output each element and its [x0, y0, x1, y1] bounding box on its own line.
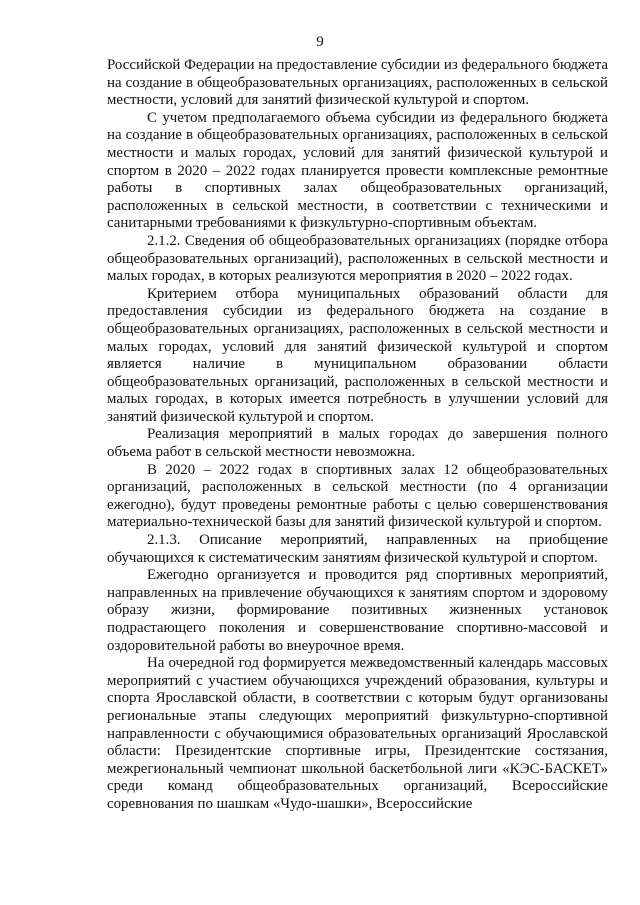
- paragraph-annual-events: Ежегодно организуется и проводится ряд спортивных мероприятий, направленных на привлечение обучающихся к занятиям спортом и здоровому образу жизни, формирование позитивных жизненных установок подрастающего поколения и совершенствование спортивно-массовой и оздоровительной работы во внеурочное время.: [107, 567, 608, 654]
- paragraph-repair-works: В 2020 – 2022 годах в спортивных залах 12 общеобразовательных организаций, расположенных в сельской местности (по 4 организации ежегодно), будут проведены ремонтные работы с целью совершенствования материально-технической базы для занятий физической культурой и спортом.: [107, 461, 608, 531]
- paragraph-calendar: На очередной год формируется межведомственный календарь массовых мероприятий с участием обучающихся учреждений образования, культуры и спорта Ярославской области, в соответствии с которым будут организованы региональные этапы следующих мероприятий физкультурно-спортивной направленности с обучающимися образовательных организаций Ярославской области: Президентские спортивные игры, Президентские состязания, межрегиональный чемпионат школьной баскетбольной лиги «КЭС-БАСКЕТ» среди команд общеобразовательных организаций, Всероссийские соревнования по шашкам «Чудо-шашки», Всероссийские: [107, 655, 608, 812]
- paragraph-continuation: Российской Федерации на предоставление субсидии из федерального бюджета на создание в общеобразовательных организациях, расположенных в сельской местности, условий для занятий физической культурой и спортом.: [107, 57, 608, 109]
- paragraph-small-towns: Реализация мероприятий в малых городах до завершения полного объема работ в сельской местности невозможна.: [107, 426, 608, 461]
- section-heading-2-1-2: 2.1.2. Сведения об общеобразовательных организациях (порядке отбора общеобразовательных организаций), расположенных в сельской местности и малых городах, в которых реализуются мероприятия в 2020 – 2022 годах.: [107, 232, 608, 285]
- body-text: [107, 57, 608, 814]
- section-heading-2-1-3: 2.1.3. Описание мероприятий, направленных на приобщение обучающихся к систематическим занятиям физической культурой и спортом.: [107, 532, 608, 566]
- page-number: 9: [316, 34, 324, 50]
- paragraph-selection-criterion: Критерием отбора муниципальных образований области для предоставления субсидии из федерального бюджета на создание в общеобразовательных организациях, расположенных в сельской местности и малых городах, условий для занятий физической культурой и спортом является наличие в муниципальном образовании области общеобразовательных организаций, расположенных в сельской местности и малых городах, в которых имеется потребность в улучшении условий для занятий физической культурой и спортом.: [107, 285, 608, 425]
- paragraph-subsidy-plan: С учетом предполагаемого объема субсидии из федерального бюджета на создание в общеобразовательных организациях, расположенных в сельской местности и малых городах, условий для занятий физической культурой и спортом в 2020 – 2022 годах планируется провести комплексные ремонтные работы в спортивных залах общеобразовательных организаций, расположенных в сельской местности, в соответствии с техническими и санитарными требованиями к физкультурно-спортивным объектам.: [107, 109, 608, 232]
